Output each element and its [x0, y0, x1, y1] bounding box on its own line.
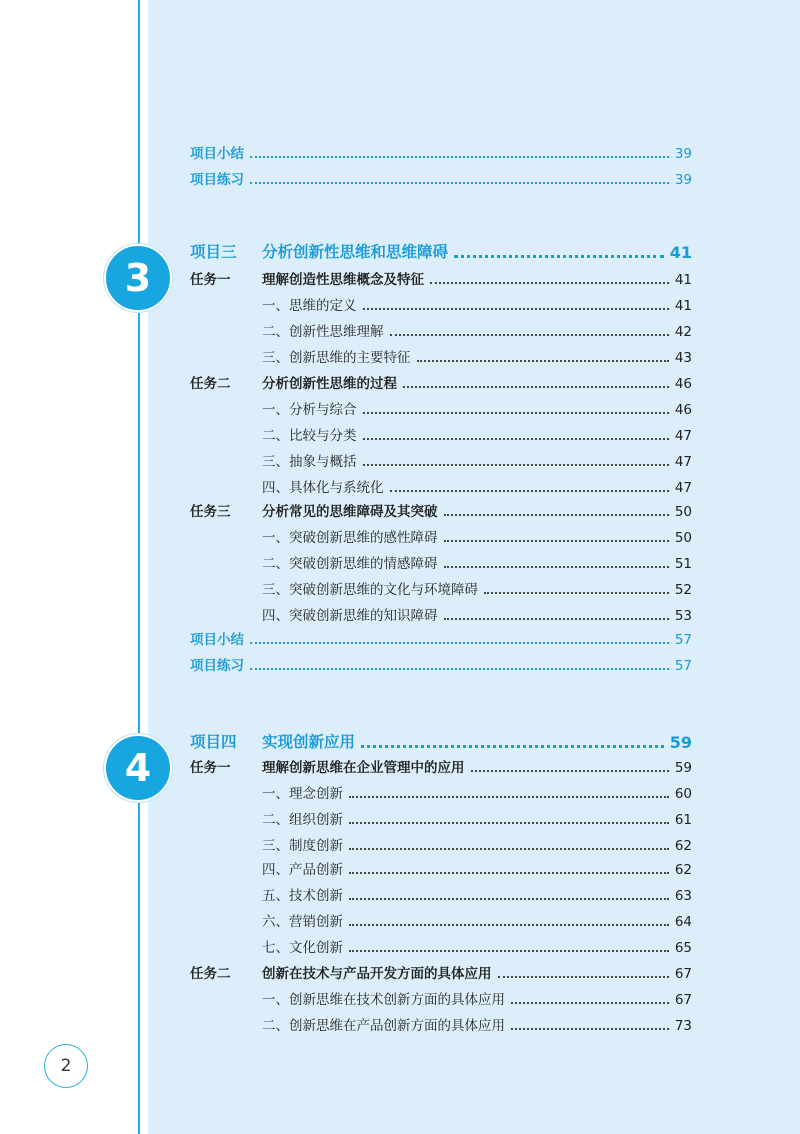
toc-item-entry[interactable]: 七、文化创新 65: [262, 940, 692, 956]
toc-task-entry[interactable]: 任务二 创新在技术与产品开发方面的具体应用 67: [190, 966, 692, 982]
toc-item-entry[interactable]: 四、产品创新 62: [262, 862, 692, 878]
toc-exercise-entry[interactable]: 项目练习 57: [190, 658, 692, 674]
page-number: 2: [44, 1044, 88, 1088]
toc-item-entry[interactable]: 五、技术创新 63: [262, 888, 692, 904]
toc-item-entry[interactable]: 三、突破创新思维的文化与环境障碍 52: [262, 582, 692, 598]
toc-summary-entry[interactable]: 项目小结 39: [190, 146, 692, 162]
toc-item-entry[interactable]: 三、创新思维的主要特征 43: [262, 350, 692, 366]
toc-item-entry[interactable]: 二、突破创新思维的情感障碍 51: [262, 556, 692, 572]
toc-project-entry[interactable]: 项目四 实现创新应用 59: [190, 733, 692, 752]
chapter-number-badge: 3: [104, 244, 172, 312]
toc-item-entry[interactable]: 一、思维的定义 41: [262, 298, 692, 314]
toc-item-entry[interactable]: 一、理念创新 60: [262, 786, 692, 802]
toc-task-entry[interactable]: 任务一 理解创造性思维概念及特征 41: [190, 272, 692, 288]
toc-item-entry[interactable]: 三、抽象与概括 47: [262, 454, 692, 470]
toc-item-entry[interactable]: 二、创新性思维理解 42: [262, 324, 692, 340]
toc-item-entry[interactable]: 一、突破创新思维的感性障碍 50: [262, 530, 692, 546]
toc-item-entry[interactable]: 一、创新思维在技术创新方面的具体应用 67: [262, 992, 692, 1008]
toc-task-entry[interactable]: 任务三 分析常见的思维障碍及其突破 50: [190, 504, 692, 520]
toc-project-entry[interactable]: 项目三 分析创新性思维和思维障碍 41: [190, 243, 692, 262]
toc-task-entry[interactable]: 任务一 理解创新思维在企业管理中的应用 59: [190, 760, 692, 776]
toc-item-entry[interactable]: 三、制度创新 62: [262, 838, 692, 854]
toc-item-entry[interactable]: 四、突破创新思维的知识障碍 53: [262, 608, 692, 624]
toc-item-entry[interactable]: 二、创新思维在产品创新方面的具体应用 73: [262, 1018, 692, 1034]
toc-item-entry[interactable]: 四、具体化与系统化 47: [262, 480, 692, 496]
toc-summary-entry[interactable]: 项目小结 57: [190, 632, 692, 648]
toc-item-entry[interactable]: 六、营销创新 64: [262, 914, 692, 930]
toc-item-entry[interactable]: 二、组织创新 61: [262, 812, 692, 828]
toc-task-entry[interactable]: 任务二 分析创新性思维的过程 46: [190, 376, 692, 392]
toc-item-entry[interactable]: 二、比较与分类 47: [262, 428, 692, 444]
toc-item-entry[interactable]: 一、分析与综合 46: [262, 402, 692, 418]
chapter-number-badge: 4: [104, 734, 172, 802]
margin-rule: [138, 0, 140, 1134]
toc-exercise-entry[interactable]: 项目练习 39: [190, 172, 692, 188]
